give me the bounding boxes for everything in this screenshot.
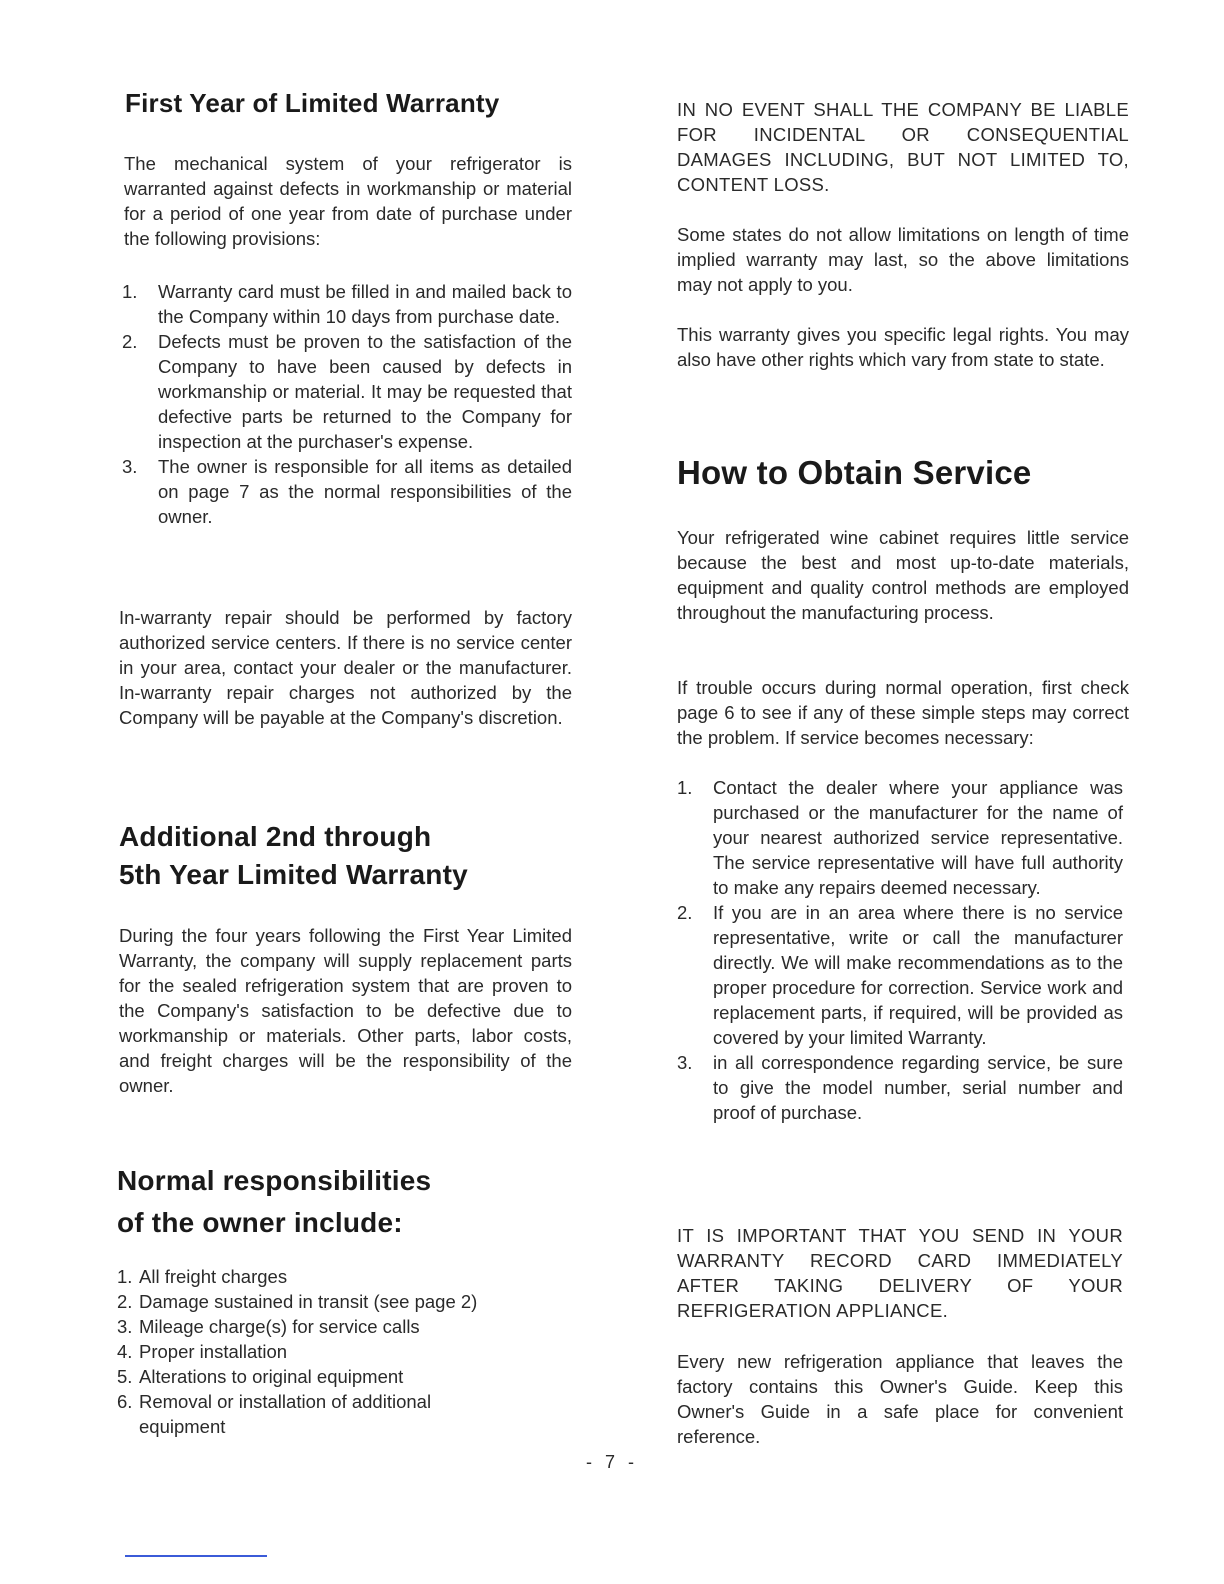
- important-notice: IT IS IMPORTANT THAT YOU SEND IN YOUR WARRANTY RECORD CARD IMMEDIATELY AFTER TAKING DELIVERY OF YOUR REFRIGERATION APPLIANCE.: [677, 1225, 1123, 1321]
- first-year-intro: The mechanical system of your refrigerator is warranted against defects in workmanship or material for a period of one year from date of purchase under the following provisions:: [124, 153, 572, 249]
- normal-responsibilities-list: [117, 1264, 517, 1439]
- item-text: Mileage charge(s) for service calls: [139, 1316, 420, 1337]
- item-number: 1.: [677, 777, 693, 798]
- item-number: 6.: [117, 1391, 133, 1412]
- heading-line: 5th Year Limited Warranty: [119, 859, 468, 890]
- item-number: 5.: [117, 1366, 133, 1387]
- item-number: 3.: [677, 1052, 693, 1073]
- list-item: [672, 775, 1123, 900]
- item-number: 2.: [677, 902, 693, 923]
- normal-responsibilities-heading: [117, 1160, 431, 1244]
- list-item: [672, 900, 1123, 1050]
- list-item: [672, 1050, 1123, 1125]
- list-item: [117, 1289, 517, 1314]
- list-item: [117, 1264, 517, 1289]
- service-intro: Your refrigerated wine cabinet requires little service because the best and most up-to-date materials, equipment and quality control methods are employed throughout the manufacturing process.: [677, 527, 1129, 623]
- item-text: All freight charges: [139, 1266, 288, 1287]
- item-text: Warranty card must be filled in and mailed back to the Company within 10 days from purchase date.: [158, 281, 572, 327]
- item-number: 3.: [122, 456, 138, 477]
- in-warranty-repair-note: In-warranty repair should be performed by factory authorized service centers. If there is no service center in your area, contact your dealer or the manufacturer. In-warranty repair charges not authorized by the Company will be payable at the Company's discretion.: [119, 607, 572, 728]
- heading-line: Additional 2nd through: [119, 821, 432, 852]
- item-text: The owner is responsible for all items as detailed on page 7 as the normal responsibilities of the owner.: [158, 456, 572, 527]
- heading-line: Normal responsibilities: [117, 1165, 432, 1196]
- legal-rights-note: This warranty gives you specific legal rights. You may also have other rights which vary from state to state.: [677, 324, 1129, 370]
- first-year-provisions-list: [117, 279, 572, 529]
- item-text: If you are in an area where there is no service representative, write or call the manufacturer directly. We will make recommendations as to the proper procedure for correction. Service work and replacement parts, if required, will be provided as covered by your limited Warranty.: [713, 902, 1123, 1048]
- item-text: Damage sustained in transit (see page 2): [139, 1291, 478, 1312]
- additional-warranty-body: During the four years following the First Year Limited Warranty, the company will supply replacement parts for the sealed refrigeration system that are proven to the Company's satisfaction to be defective due to workmanship or materials. Other parts, labor costs, and freight charges will be the responsibility of the owner.: [119, 925, 572, 1096]
- list-item: [117, 1339, 517, 1364]
- page-number: - 7 -: [585, 1452, 638, 1472]
- service-trouble-note: If trouble occurs during normal operation, first check page 6 to see if any of these simple steps may correct the problem. If service becomes necessary:: [677, 677, 1129, 748]
- item-text: in all correspondence regarding service, be sure to give the model number, serial number and proof of purchase.: [713, 1052, 1123, 1123]
- list-item: [117, 1314, 517, 1339]
- state-limitations-note: Some states do not allow limitations on length of time implied warranty may last, so the above limitations may not apply to you.: [677, 224, 1129, 295]
- item-text: Defects must be proven to the satisfaction of the Company to have been caused by defects in workmanship or material. It may be requested that defective parts be returned to the Company for inspection at the purchaser's expense.: [158, 331, 572, 452]
- how-to-obtain-service-heading: How to Obtain Service: [677, 454, 1032, 491]
- item-text: Removal or installation of additional equipment: [139, 1391, 432, 1437]
- list-item: [117, 329, 572, 454]
- liability-disclaimer: IN NO EVENT SHALL THE COMPANY BE LIABLE FOR INCIDENTAL OR CONSEQUENTIAL DAMAGES INCLUDING, BUT NOT LIMITED TO, CONTENT LOSS.: [677, 99, 1129, 195]
- list-item: [117, 279, 572, 329]
- list-item: [117, 1389, 517, 1439]
- service-steps-list: [672, 775, 1123, 1125]
- item-number: 4.: [117, 1341, 133, 1362]
- first-year-heading: First Year of Limited Warranty: [125, 88, 500, 118]
- additional-warranty-heading: [119, 818, 468, 894]
- item-number: 3.: [117, 1316, 133, 1337]
- item-number: 2.: [122, 331, 138, 352]
- footer-rule: [125, 1555, 267, 1557]
- list-item: [117, 1364, 517, 1389]
- item-number: 1.: [117, 1266, 133, 1287]
- heading-line: of the owner include:: [117, 1207, 403, 1238]
- item-number: 1.: [122, 281, 138, 302]
- item-text: Alterations to original equipment: [139, 1366, 404, 1387]
- list-item: [117, 454, 572, 529]
- item-text: Contact the dealer where your appliance was purchased or the manufacturer for the name of your nearest authorized service representative. The service representative will have full authority to make any repairs deemed necessary.: [713, 777, 1123, 898]
- item-text: Proper installation: [139, 1341, 288, 1362]
- item-number: 2.: [117, 1291, 133, 1312]
- owners-guide-note: Every new refrigeration appliance that leaves the factory contains this Owner's Guide. Keep this Owner's Guide in a safe place for convenient reference.: [677, 1351, 1123, 1447]
